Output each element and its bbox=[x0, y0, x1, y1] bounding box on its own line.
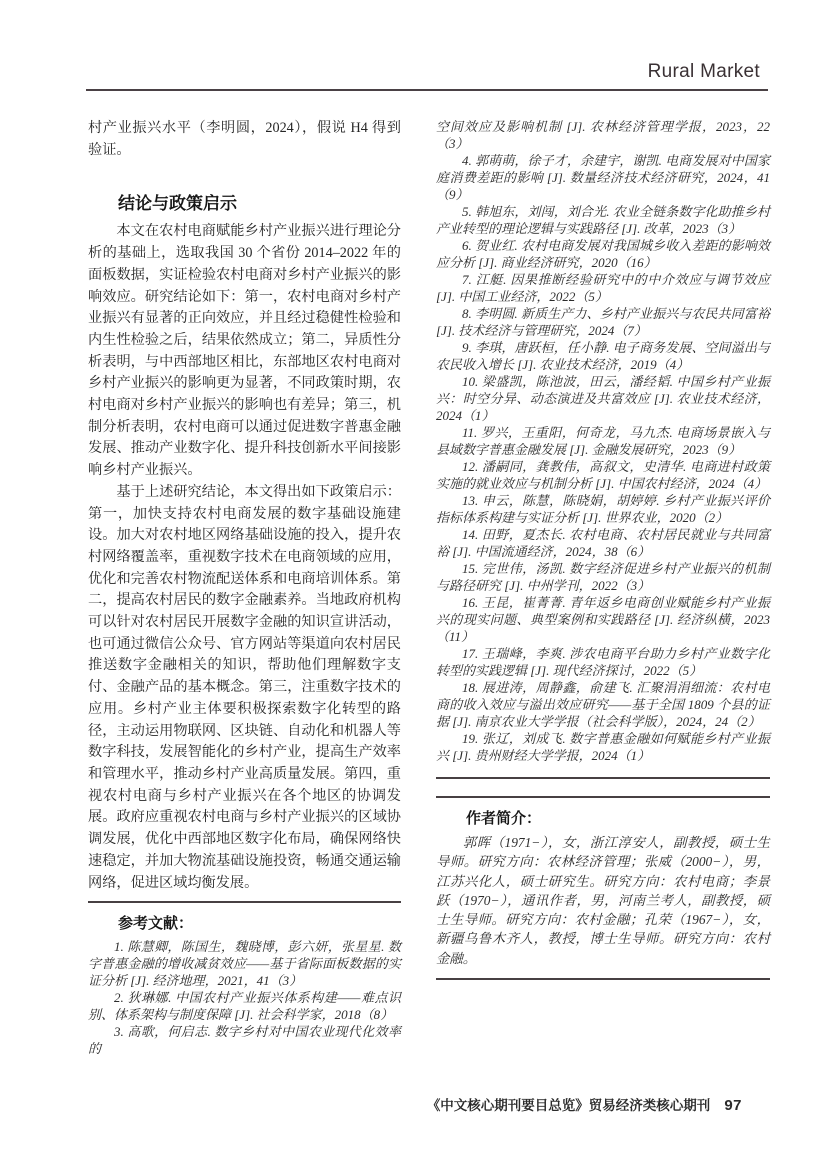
author-bio-top-divider bbox=[436, 777, 770, 798]
divider-line bbox=[436, 796, 770, 798]
page-footer bbox=[0, 1094, 742, 1114]
reference-item: 6. 贺业红. 农村电商发展对我国城乡收入差距的影响效应分析 [J]. 商业经济研究，2020（16） bbox=[436, 238, 770, 270]
reference-item: 15. 完世伟，汤凯. 数字经济促进乡村产业振兴的机制与路径研究 [J]. 中州学刊，2022（3） bbox=[436, 561, 770, 593]
reference-item: 4. 郭萌萌，徐子才，余建宇，谢凯. 电商发展对中国家庭消费差距的影响 [J]. 数量经济技术经济研究，2024，41（9） bbox=[436, 153, 770, 202]
reference-item: 7. 江艇. 因果推断经验研究中的中介效应与调节效应 [J]. 中国工业经济，2022（5） bbox=[436, 272, 770, 304]
reference-item: 13. 申云，陈慧，陈晓娟，胡婷婷. 乡村产业振兴评价指标体系构建与实证分析 [J]. 世界农业，2020（2） bbox=[436, 493, 770, 525]
reference-item: 12. 潘嗣同，龚教伟，高叙文，史清华. 电商进村政策实施的就业效应与机制分析 [J]. 中国农村经济，2024（4） bbox=[436, 459, 770, 491]
reference-item: 10. 梁盛凯，陈池波，田云，潘经韬. 中国乡村产业振兴：时空分异、动态演进及共富效应 [J]. 农业技术经济，2024（1） bbox=[436, 374, 770, 423]
reference-item: 16. 王昆，崔菁菁. 青年返乡电商创业赋能乡村产业振兴的现实问题、典型案例和实践路径 [J]. 经济纵横，2023（11） bbox=[436, 595, 770, 644]
author-bio-bottom-divider bbox=[436, 978, 770, 980]
reference-item: 19. 张辽，刘成飞. 数字普惠金融如何赋能乡村产业振兴 [J]. 贵州财经大学学报，2024（1） bbox=[436, 731, 770, 763]
running-head bbox=[60, 61, 760, 83]
header-divider bbox=[86, 89, 768, 91]
carryover-paragraph: 村产业振兴水平（李明圆，2024），假说 H4 得到验证。 bbox=[88, 120, 401, 158]
page-number: 97 bbox=[724, 1097, 742, 1114]
reference-item: 11. 罗兴，王重阳，何奇龙，马九杰. 电商场景嵌入与县域数字普惠金融发展 [J]. 金融发展研究，2023（9） bbox=[436, 425, 770, 457]
policy-paragraph: 基于上述研究结论，本文得出如下政策启示：第一，加快支持农村电商发展的数字基础设施建设。加大对农村地区网络基础设施的投入，提升农村网络覆盖率，重视数字技术在电商领域的应用，优化和完善农村物流配送体系和电商培训体系。第二，提高农村居民的数字金融素养。当地政府机构可以针对农村居民开展数字金融的知识宣讲活动，也可通过微信公众号、官方网站等渠道向农村居民推送数字金融相关的知识，帮助他们理解数字支付、金融产品的基本概念。第三，注重数字技术的应用。乡村产业主体要积极探索数字化转型的路径，主动运用物联网、区块链、自动化和机器人等数字科技，发展智能化的乡村产业，提高生产效率和管理水平，推动乡村产业高质量发展。第四，重视农村电商与乡村产业振兴在各个地区的协调发展。政府应重视农村电商与乡村产业振兴的区域协调发展，优化中西部地区数字化布局，确保网络快速稳定，并加大物流基础设施投资，畅通交通运输网络，促进区域均衡发展。 bbox=[88, 483, 401, 891]
author-bio-heading: 作者简介： bbox=[466, 810, 542, 827]
reference-item: 2. 狄琳娜. 中国农村产业振兴体系构建——难点识别、体系架构与制度保障 [J]. 社会科学家，2018（8） bbox=[88, 990, 401, 1023]
reference-item: 17. 王瑞峰，李爽. 涉农电商平台助力乡村产业数字化转型的实践逻辑 [J]. 现代经济探讨，2022（5） bbox=[436, 646, 770, 678]
reference-item: 3. 高歌，何启志. 数字乡村对中国农业现代化效率的 bbox=[88, 1024, 401, 1057]
reference-item: 1. 陈慧卿，陈国生，魏晓博，彭六妍，张星星. 数字普惠金融的增收减贫效应——基于省际面板数据的实证分析 [J]. 经济地理，2021，41（3） bbox=[88, 939, 401, 989]
reference-item: 5. 韩旭东，刘闯，刘合光. 农业全链条数字化助推乡村产业转型的理论逻辑与实践路径 [J]. 改革，2023（3） bbox=[436, 204, 770, 236]
right-column bbox=[436, 118, 770, 980]
conclusion-section-heading: 结论与政策启示 bbox=[118, 194, 237, 214]
author-bio: 郭晖（1971−），女，浙江淳安人，副教授，硕士生导师。研究方向：农林经济管理；张威（2000−），男，江苏兴化人，硕士研究生。研究方向：农村电商；李景跃（1970−），通讯作者，男，河南兰考人，副教授，硕士生导师。研究方向：农村金融；孔荣（1967−），女，新疆乌鲁木齐人，教授，博士生导师。研究方向：农村金融。 bbox=[436, 835, 770, 966]
journal-note: 《中文核心期刊要目总览》贸易经济类核心期刊 bbox=[426, 1098, 711, 1113]
reference-item: 14. 田野，夏杰长. 农村电商、农村居民就业与共同富裕 [J]. 中国流通经济，2024，38（6） bbox=[436, 527, 770, 559]
left-column bbox=[88, 118, 401, 1057]
reference-item: 8. 李明圆. 新质生产力、乡村产业振兴与农民共同富裕 [J]. 技术经济与管理研究，2024（7） bbox=[436, 306, 770, 338]
conclusion-paragraph: 本文在农村电商赋能乡村产业振兴进行理论分析的基础上，选取我国 30 个省份 2014–2022 年的面板数据，实证检验农村电商对乡村产业振兴的影响效应。研究结论如下：第一，农村电商对乡村产业振兴有显著的正向效应，并且经过稳健性检验和内生性检验之后，结果依然成立；第二，异质性分析表明，与中西部地区相比，东部地区农村电商对乡村产业振兴的影响更为显著，不同政策时期，农村电商对乡村产业振兴的影响也有差异；第三，机制分析表明，农村电商可以通过促进数字普惠金融发展、推动产业数字化、提升科技创新水平间接影响乡村产业振兴。 bbox=[88, 223, 401, 479]
reference-item: 18. 展进涛，周静鑫，俞建飞. 汇聚涓涓细流：农村电商的收入效应与溢出效应研究——基于全国 1809 个县的证据 [J]. 南京农业大学学报（社会科学版），2024，24（2） bbox=[436, 680, 770, 729]
journal-name: Rural Market bbox=[647, 61, 760, 82]
reference-carryover: 空间效应及影响机制 [J]. 农林经济管理学报，2023，22（3） bbox=[436, 119, 770, 151]
reference-item: 9. 李琪，唐跃桓，任小静. 电子商务发展、空间溢出与农民收入增长 [J]. 农业技术经济，2019（4） bbox=[436, 340, 770, 372]
references-divider bbox=[88, 901, 401, 903]
divider-line bbox=[436, 777, 770, 779]
references-heading: 参考文献： bbox=[118, 915, 194, 933]
